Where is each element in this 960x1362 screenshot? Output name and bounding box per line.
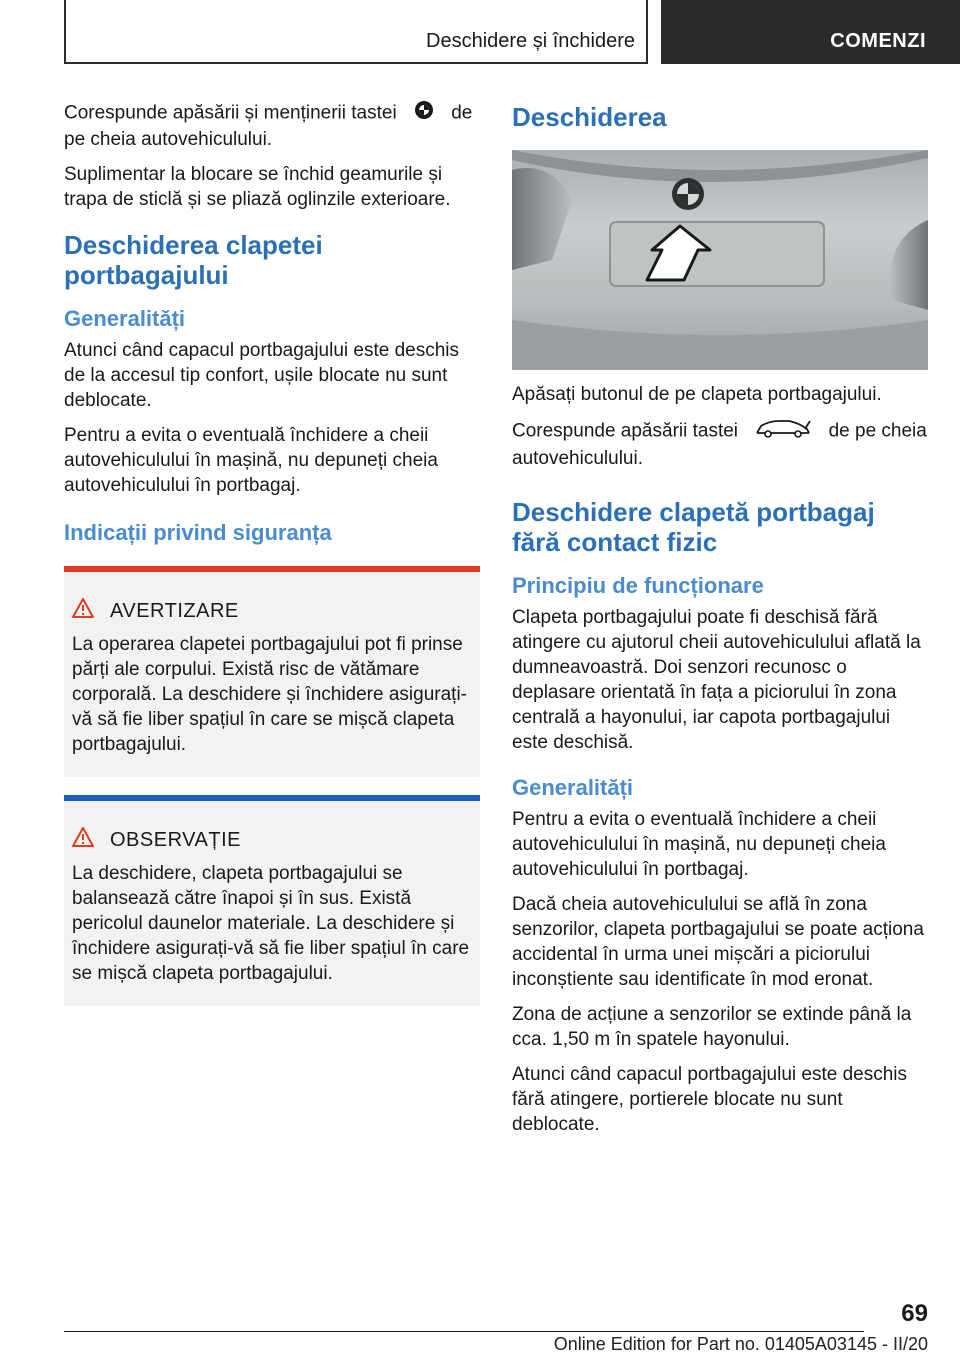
paragraph-sensor-range: Zona de acțiune a senzorilor se extinde până la cca. 1,50 m în spatele hayonului. [512,1004,912,1050]
paragraph-press-button: Apăsați butonul de pe clapeta portbagajului. [512,384,882,405]
chapter-tab-label: COMENZI [830,30,926,52]
note-label: OBSERVAȚIE [110,828,241,851]
warning-triangle-icon [72,827,94,853]
paragraph-principle: Clapeta portbagajului poate fi deschisă fără atingere cu ajutorul cheii autovehiculului aflată la dumneavoastră. Doi senzori recunosc o deplasare orientată în fața a piciorului în zona centrală a hayonului, iar capota portbagajului este deschisă. [512,607,921,753]
left-column [64,100,480,1006]
paragraph-key-warning: Pentru a evita o eventuală închidere a cheii autovehiculului în mașină, nu depuneți cheia autovehiculului în portbagaj. [64,425,438,496]
heading-safety: Indicații privind siguranța [64,520,332,545]
page-number: 69 [901,1300,928,1327]
note-callout [64,795,480,1006]
warning-callout [64,566,480,777]
paragraph-doors-locked: Atunci când capacul portbagajului este deschis fără atingere, portierele blocate nu sunt deblocate. [512,1064,908,1135]
heading-trunk-opening: Deschiderea clapetei portbagajului [64,230,323,290]
footer-divider [64,1331,864,1332]
paragraph-key-in-trunk: Pentru a evita o eventuală închidere a cheii autovehiculului în mașină, nu depuneți cheia autovehiculului în portbagaj. [512,809,886,880]
heading-principle: Principiu de funcționare [512,573,764,598]
paragraph-key-equivalent [512,417,928,471]
heading-general: Generalități [64,306,186,331]
note-text: La deschidere, clapeta portbagajului se balansează către înapoi și în sus. Există pericolul daunelor materiale. La deschidere și închidere asigurați-vă să fie liber spațiul în care se mișcă clapeta portbagajului. [72,863,470,984]
paragraph-additional-lock: Suplimentar la blocare se închid geamurile și trapa de sticlă și se pliază oglinzile exterioare. [64,164,451,210]
car-trunk-icon [755,417,811,446]
heading-contactless: Deschidere clapetă portbagaj fără contact fizic [512,497,875,557]
paragraph-accidental: Dacă cheia autovehiculului se află în zona senzorilor, clapeta portbagajului se poate acționa accidental în urma unei mișcări a piciorului inconștiente sau identificate în mod eronat. [512,894,924,990]
section-title: Deschidere și închidere [426,30,635,52]
warning-triangle-icon [72,598,94,624]
heading-opening: Deschiderea [512,102,667,132]
right-column [512,100,928,1147]
key-lock-icon [414,100,434,127]
chapter-tab[interactable] [661,0,960,64]
text-segment: de pe cheia autovehiculului. [64,102,473,150]
paragraph-comfort-access: Atunci când capacul portbagajului este deschis de la accesul tip confort, ușile blocate nu sunt deblocate. [64,340,460,411]
warning-title [72,598,472,624]
warning-label: AVERTIZARE [110,599,239,622]
trunk-button-illustration [512,150,928,370]
text-segment: Corespunde apăsării tastei [512,420,739,442]
edition-text: Online Edition for Part no. 01405A03145 - II/20 [553,1334,928,1354]
paragraph-key-hold [64,100,480,152]
text-segment: Corespunde apăsării și menținerii tastei [64,102,397,124]
text-segment: de pe cheia autovehiculului. [512,420,927,469]
warning-text: La operarea clapetei portbagajului pot fi prinse părți ale corpului. Există risc de vătămare corporală. La deschidere și închidere asigurați-vă să fie liber spațiul în care se mișcă clapeta portbagajului. [72,634,467,755]
heading-general-right: Generalități [512,775,634,800]
note-title [72,827,472,853]
